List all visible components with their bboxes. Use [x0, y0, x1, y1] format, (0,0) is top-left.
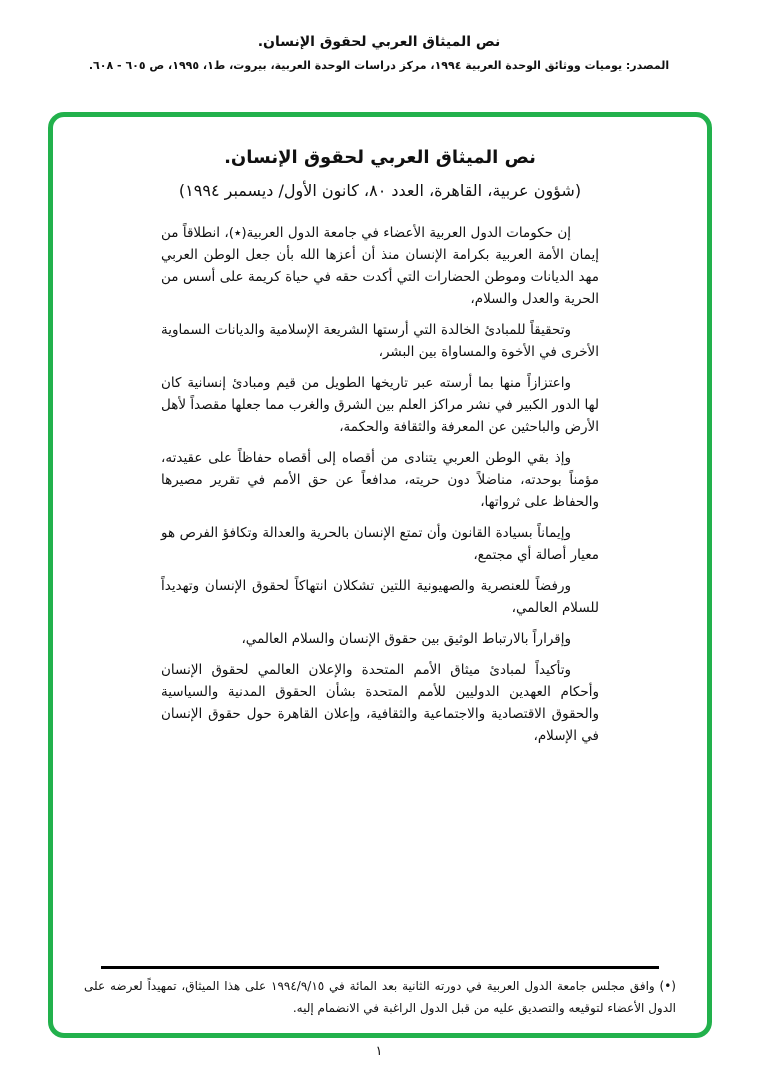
- footnote-divider: [101, 966, 659, 969]
- page-number: ١: [375, 1044, 383, 1059]
- page-header: [0, 34, 758, 72]
- paragraph: إن حكومات الدول العربية الأعضاء في جامعة الدول العربية(٭)، انطلاقاً من إيمان الأمة العربية بكرامة الإنسان منذ أن أعزها الله بأن جعل الوطن العربي مهد الديانات وموطن الحضارات التي أكدت حقه في حياة كريمة على أسس من الحرية والعدل والسلام،: [161, 225, 599, 307]
- paragraph: وإيماناً بسيادة القانون وأن تمتع الإنسان بالحرية والعدالة وتكافؤ الفرص هو معيار أصالة أي مجتمع،: [161, 525, 599, 563]
- document-paragraphs: [161, 222, 599, 747]
- paragraph: وتأكيداً لمبادئ ميثاق الأمم المتحدة والإعلان العالمي لحقوق الإنسان وأحكام العهدين الدوليين للأمم المتحدة بشأن الحقوق المدنية والسياسية والحقوق الاقتصادية والاجتماعية والثقافية، وإعلان القاهرة حول حقوق الإنسان في الإسلام،: [161, 662, 599, 744]
- document-title: نص الميثاق العربي لحقوق الإنسان.: [224, 147, 536, 168]
- document-body: [53, 117, 707, 1033]
- footnote-area: [83, 966, 677, 1019]
- source-line: المصدر: يوميات ووثائق الوحدة العربية ١٩٩٤، مركز دراسات الوحدة العربية، بيروت، ط١، ١٩٩٥، ص ٦٠٥ - ٦٠٨.: [88, 59, 670, 72]
- document-subtitle: (شؤون عربية، القاهرة، العدد ٨٠، كانون الأول/ ديسمبر ١٩٩٤): [178, 181, 582, 200]
- footnote-text: (•) وافق مجلس جامعة الدول العربية في دورته الثانية بعد المائة في ١٩٩٤/٩/١٥ على هذا الميثاق، تمهيداً لعرضه على الدول الأعضاء لتوقيعه والتصديق عليه من قبل الدول الراغبة في الانضمام إليه.: [84, 979, 676, 1015]
- header-title: نص الميثاق العربي لحقوق الإنسان.: [257, 34, 501, 50]
- paragraph: وإقراراً بالارتباط الوثيق بين حقوق الإنسان والسلام العالمي،: [241, 631, 571, 647]
- paragraph: ورفضاً للعنصرية والصهيونية اللتين تشكلان انتهاكاً لحقوق الإنسان وتهديداً للسلام العالمي،: [161, 578, 599, 616]
- paragraph: وتحقيقاً للمبادئ الخالدة التي أرستها الشريعة الإسلامية والديانات السماوية الأخرى في الأخوة والمساواة بين البشر،: [161, 322, 599, 360]
- paragraph: وإذ بقي الوطن العربي يتنادى من أقصاه إلى أقصاه حفاظاً على عقيدته، مؤمناً بوحدته، مناضلاً دون حريته، مدافعاً عن حق الأمم في تقرير مصيرها والحفاظ على ثرواتها،: [161, 450, 599, 510]
- document-frame: [48, 112, 712, 1038]
- paragraph: واعتزازاً منها بما أرسته عبر تاريخها الطويل من قيم ومبادئ إنسانية كان لها الدور الكبير في نشر مراكز العلم بين الشرق والغرب مما جعلها مقصداً لأهل الأرض والباحثين عن المعرفة والثقافة والحكمة،: [161, 375, 599, 435]
